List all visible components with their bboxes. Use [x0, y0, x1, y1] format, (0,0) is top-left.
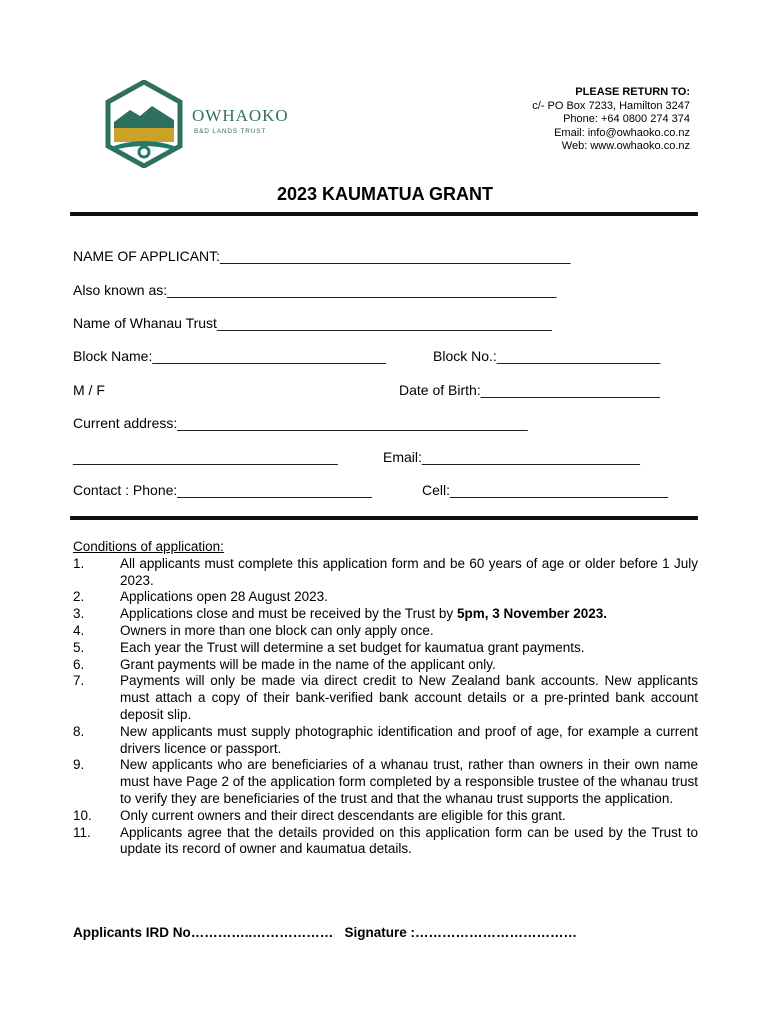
- cell-field[interactable]: Cell:____________________________: [422, 482, 669, 498]
- block-name-field[interactable]: Block Name:______________________________: [73, 348, 386, 364]
- aka-field[interactable]: Also known as:__________________________________________________: [73, 282, 557, 298]
- condition-item: 6. Grant payments will be made in the name of the applicant only.: [73, 656, 496, 672]
- signature-field[interactable]: Signature :………………………………: [344, 925, 578, 940]
- current-address-field[interactable]: Current address:_____________________________________________: [73, 415, 528, 431]
- return-heading: PLEASE RETURN TO:: [575, 86, 690, 98]
- return-email: Email: info@owhaoko.co.nz: [554, 126, 690, 139]
- return-web: Web: www.owhaoko.co.nz: [561, 140, 690, 152]
- condition-item: 9. New applicants who are beneficiaries of a whanau trust, rather than owners in their own name must have Page 2 of the application form completed by a responsible trustee of the whanau trust to verify they are beneficiaries of the trust and that the whanau trust supports the application.: [73, 757, 698, 806]
- logo-name: OWHAOKO: [192, 106, 289, 125]
- logo-subtitle: B&D LANDS TRUST: [194, 128, 267, 135]
- applicant-name-field[interactable]: NAME OF APPLICANT:_____________________________________________: [73, 248, 571, 264]
- return-address-block: [532, 86, 690, 154]
- date-of-birth-field[interactable]: Date of Birth:_______________________: [399, 382, 660, 398]
- condition-item: 7. Payments will only be made via direct credit to New Zealand bank accounts. New applicants must attach a copy of their bank-verified bank account details or a pre-printed bank account deposit slip.: [73, 673, 698, 722]
- condition-item: 11. Applicants agree that the details provided on this application form can be used by the Trust to update its record of owner and kaumatua details.: [73, 824, 698, 857]
- condition-item: 10. Only current owners and their direct descendants are eligible for this grant.: [73, 807, 566, 823]
- condition-item: 3. Applications close and must be received by the Trust by 5pm, 3 November 2023.: [73, 606, 608, 622]
- condition-item: 8. New applicants must supply photographic identification and proof of age, for example a current drivers licence or passport.: [73, 723, 698, 756]
- address-continuation-field[interactable]: __________________________________: [73, 449, 338, 465]
- owhaoko-emblem-icon: [104, 80, 184, 168]
- condition-item: 2. Applications open 28 August 2023.: [73, 589, 328, 605]
- condition-item: 5. Each year the Trust will determine a set budget for kaumatua grant payments.: [73, 639, 585, 655]
- form-divider: [70, 516, 698, 520]
- page-title: 2023 KAUMATUA GRANT: [276, 184, 494, 204]
- gender-field[interactable]: M / F: [73, 382, 105, 398]
- whanau-trust-field[interactable]: Name of Whanau Trust___________________________________________: [73, 315, 552, 331]
- conditions-section: [73, 539, 698, 858]
- conditions-heading: Conditions of application:: [73, 539, 224, 554]
- closing-date: 5pm, 3 November 2023.: [456, 606, 608, 622]
- return-address: c/- PO Box 7233, Hamilton 3247: [532, 99, 690, 112]
- owhaoko-logo: [88, 64, 323, 182]
- ird-number-field[interactable]: Applicants IRD No…………..………………: [73, 925, 334, 940]
- block-no-field[interactable]: Block No.:_____________________: [433, 348, 661, 364]
- condition-item: 1. All applicants must complete this application form and be 60 years of age or older before 1 July 2023.: [73, 555, 698, 588]
- condition-item: 4. Owners in more than one block can only apply once.: [73, 622, 434, 638]
- return-phone: Phone: +64 0800 274 374: [563, 113, 690, 125]
- email-field[interactable]: Email:____________________________: [383, 449, 640, 465]
- title-divider: [70, 212, 698, 216]
- signature-row: [73, 925, 577, 940]
- phone-field[interactable]: Contact : Phone:_________________________: [73, 482, 372, 498]
